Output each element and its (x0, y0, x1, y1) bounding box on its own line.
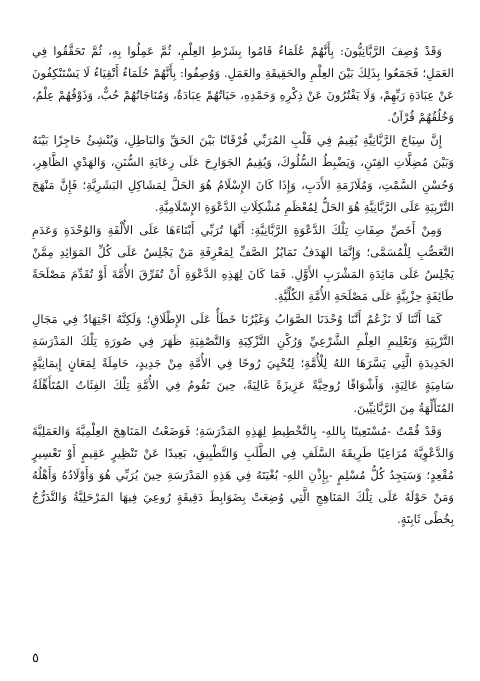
paragraph-rabbaniyya-fence: إِنَّ سِيَاجَ الرَّبَّانِيَّةِ يُقِيمُ فِي قَلْبِ المُرَبِّي فُرْقَانًا بَيْنَ الحَقِّ وَالبَاطِلِ، وَيُنْشِئُ حَاجِزًا بَيْنَهُ وَبَيْنَ مُضِلَّاتِ الفِتَنِ، وَيَضْبِطُ السُّلُوكَ، وَيُقِيمُ الجَوَارِحَ عَلَى رِعَايَةِ السُّنَنِ، وَالهَدْيِ الظَّاهِرِ، وَحُسْنِ السَّمْتِ، وَمُلَازَمَةِ الأَدَبِ، وَإِذَا كَانَ الإِسْلَامُ هُوَ الحَلَّ لِمَشَاكِلِ البَشَرِيَّةِ؛ فَإِنَّ مَنْهَجَ التَّرْبِيَةِ عَلَى الرَّبَّانِيَّةِ هُوَ الحَلُّ لِمُعْظَمِ مُشْكِلَاتِ الدَّعْوَةِ الإِسْلَامِيَّةِ. (32, 133, 454, 214)
paragraph-ijtihad: كَمَا أَنَّنَا لَا نَزْعُمُ أَنَّنَا وُحْدَنَا الصَّوَابُ وَغَيْرُنَا خَطَأٌ عَلَى الإِطْلَاقِ؛ وَلَكِنَّهُ اجْتِهَادٌ فِي مَجَالِ التَّرْبِيَةِ وَتَعْلِيمِ العِلْمِ الشَّرْعِيِّ وَرُكْنِ التَّزْكِيَةِ وَالتَّصْفِيَةِ ظَهَرَ فِي صُورَةِ تِلْكَ المَدْرَسَةِ الجَدِيدَةِ الَّتِي يَسَّرَهَا اللهُ لِلْأُمَّةِ؛ لِتُحْيِيَ رُوحًا فِي الأُمَّةِ مِنْ جَدِيدٍ، حَامِلَةً لِمَعَانٍ إِيمَانِيَّةٍ سَامِيَةٍ عَالِيَةٍ، وَأَشْوَاقًا رُوحِيَّةً عَزِيزَةً غَالِيَةً، حِينَ تَقُومُ فِي الأُمَّةِ تِلْكَ الفِئَاتُ المُتَأَهِّلَةُ المُتَأَلِّهَةُ مِنَ الرَّبَّانِيِّينَ. (32, 312, 454, 415)
page-number: ٥ (32, 651, 39, 666)
paragraph-dawa-attributes: وَمِنْ أَخَصِّ صِفَاتِ تِلْكَ الدَّعْوَةِ الرَّبَّانِيَّةِ: أَنَّهَا تُرَبِّي أَبْنَاءَهَا عَلَى الأُلْفَةِ وَالوُحْدَةِ وَعَدَمِ التَّعَصُّبِ لِلْمُسَمَّى؛ وَإِنَّمَا الهَدَفُ تَمَايُزُ الصَّفِّ لِمَعْرِفَةِ مَنْ يَجْلِسُ عَلَى كُلِّ المَوَائِدِ مِمَّنْ يَجْلِسُ عَلَى مَائِدَةِ المَشْرَبِ الأَوَّلِ. فَمَا كَانَ لِهَذِهِ الدَّعْوَةِ أَنْ تُفَرِّقَ الأُمَّةَ أَوْ تُقَدِّمَ مَصْلَحَةً طَائِفَةٍ حِزْبِيَّةٍ عَلَى مَصْلَحَةِ الأُمَّةِ الكُلِّيَّةِ. (32, 222, 454, 304)
paragraph-school-planning: وَقَدْ قُمْتُ -مُسْتَعِينًا بِاللهِ- بِالتَّخْطِيطِ لِهَذِهِ المَدْرَسَةِ؛ فَوَضَعْتُ المَنَاهِجَ العِلْمِيَّةَ وَالعَمَلِيَّةَ وَالدَّعْوِيَّةَ مُرَاعِيًا طَرِيقَةَ السَّلَفِ فِي الطَّلَبِ وَالتَّطْبِيقِ، بَعِيدًا عَنْ تَنْظِيرٍ عَقِيمٍ أَوْ تَعْسِيرٍ مُقْعِدٍ؛ وَسَيَجِدُ كُلُّ مُسْلِمٍ -بِإِذْنِ اللهِ- بُغْيَتَهُ فِي هَذِهِ المَدْرَسَةِ حِينَ يُرَبِّي هُوَ وَأَوْلَادُهُ وَأَهْلُهُ وَمَنْ حَوْلَهُ عَلَى تِلْكَ المَنَاهِجِ الَّتِي وُضِعَتْ بِضَوَابِطَ دَقِيقَةٍ رُوعِيَ فِيهَا المَرْحَلِيَّةُ وَالتَّدَرُّجُ بِخُطًى ثَابِتَةٍ. (32, 423, 454, 526)
paragraph-rabbaniyyun-description: وَقَدْ وُصِفَ الرَّبَّانِيُّونَ: بِأَنَّهُمْ عُلَمَاءُ قَامُوا بِشَرْطِ العِلْمِ، ثُمَّ عَمِلُوا بِهِ، ثُمَّ تَحَقَّقُوا فِي العَمَلِ؛ فَجَمَعُوا بِذَلِكَ بَيْنَ العِلْمِ والحَقِيقَةِ والعَمَلِ. وَوُصِفُوا: بِأَنَّهُمْ حُلَمَاءُ أَتْقِيَاءُ لَا يَسْتَنْكِفُونَ عَنْ عِبَادَةِ رَبِّهِمْ، وَلَا يَفْتُرُونَ عَنْ ذِكْرِهِ وَحَمْدِهِ، حَيَاتُهُمْ عِبَادَةٌ، وَمُنَاجَاتُهُمْ حُبٌّ، وَذَوْقُهُمْ عِلْمٌ، وَخُلُقُهُمْ قُرْآنٌ. (32, 44, 454, 125)
